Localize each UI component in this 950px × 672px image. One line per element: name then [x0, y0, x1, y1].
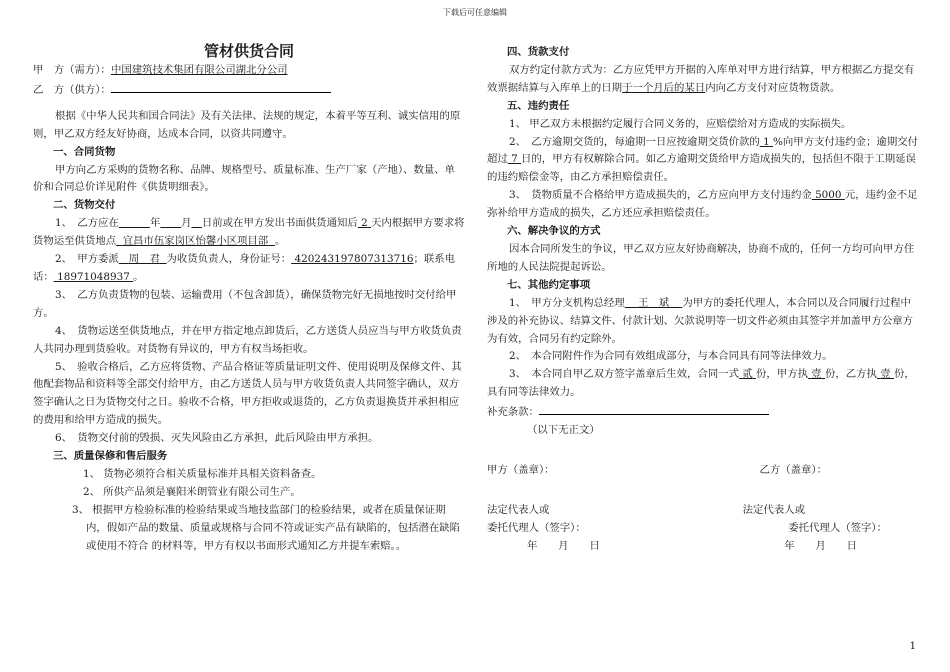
- section-3-item-2: 2、 所供产品须是襄阳米朗管业有限公司生产。: [83, 485, 301, 498]
- party-a-label: 甲 方（需方）：: [33, 64, 111, 76]
- section-7-item-3: 3、 本合同自甲乙双方签字盖章后生效，合同一式 贰 份，甲方执 壹 份，乙方执 壹 份，具有同等法律效力。: [487, 368, 915, 399]
- supplementary-clause: 补充条款：: [487, 402, 919, 422]
- party-b-date: 年 月 日: [784, 539, 857, 552]
- right-column: [487, 44, 919, 556]
- signature-rep-row-2: [487, 520, 887, 538]
- section-4-title: 四、货款支付: [507, 46, 570, 58]
- section-2-item-6: 6、 货物交付前的毁损、灭失风险由乙方承担，此后风险由甲方承担。: [55, 432, 379, 445]
- section-2-item-3: 3、 乙方负责货物的包装、运输费用（不包含卸货），确保货物完好无损地按时交付给甲方。: [33, 288, 457, 319]
- signature-party-row: [487, 462, 887, 480]
- section-3-item-3: 3、 根据甲方检验标准的检验结果或当地技监部门的检验结果，或者在质量保证期内，假如产品的数量、质量或规格与合同不符或证实产品有缺陷的，包括潜在缺陷或使用不符合 的材料等，甲方有权以书面形式通知乙方并提车索赔。。: [72, 503, 461, 552]
- left-column: [33, 40, 465, 555]
- section-7-title: 七、其他约定事项: [507, 278, 591, 291]
- contract-title: 管材供货合同: [203, 42, 294, 60]
- section-4-text: 双方约定付款方式为：乙方应凭甲方开据的入库单对甲方进行结算，甲方根据乙方提交有效票据结算与入库单上的日期于一个月后的某日内向乙方支付对应货物货款。: [487, 63, 915, 94]
- section-7-item-2: 2、 本合同附件作为合同有效组成部分，与本合同具有同等法律效力。: [509, 350, 833, 363]
- party-b-blank: [111, 80, 331, 93]
- section-5-title: 五、违约责任: [507, 99, 570, 112]
- page-header: 下载后可任意编辑: [443, 8, 507, 17]
- section-2-item-2: 2、 甲方委派 周 君 为收货负责人，身份证号： 420243197807313716；联系电话： 18971048937 。: [33, 253, 456, 283]
- section-5-item-2: 2、 乙方逾期交货的，每逾期一日应按逾期交货价款的 1 %向甲方支付违约金；逾期交付超过 7 日的，甲方有权解除合同。如乙方逾期交货给甲方造成损失的，包括但不限于工期延误的违约赔偿金等，由乙方承担赔偿责任。: [487, 135, 918, 184]
- signature-rep-row-1: [487, 502, 887, 520]
- section-6-text: 因本合同所发生的争议，甲乙双方应友好协商解决，协商不成的，任何一方均可向甲方住所地的人民法院提起诉讼。: [487, 242, 915, 273]
- section-3-item-1: 1、 货物必须符合相关质量标准并具相关资料备查。: [83, 467, 322, 480]
- no-more-text: （以下无正文）: [527, 424, 600, 437]
- section-1-title: 一、合同货物: [53, 145, 116, 158]
- section-1-text: 甲方向乙方采购的货物名称、品牌、规格型号、质量标准、生产厂家（产地）、数量、单价和合同总价详见附件《供货明细表》。: [33, 163, 456, 194]
- section-5-item-3: 3、 货物质量不合格给甲方造成损失的，乙方应向甲方支付违约金 5000 元，违约金不足弥补给甲方造成的损失，乙方还应承担赔偿责任。: [487, 189, 918, 220]
- party-b-seal-label: 乙方（盖章）：: [759, 463, 827, 476]
- intro-paragraph: 根据《中华人民共和国合同法》及有关法律、法规的规定，本着平等互利、诚实信用的原则，甲乙双方经友好协商，达成本合同，以资共同遵守。: [33, 109, 461, 140]
- signature-date-row: [487, 538, 887, 556]
- page-number: 1: [909, 641, 916, 652]
- party-a-line: [33, 62, 465, 80]
- party-a-date: 年 月 日: [527, 539, 600, 552]
- party-a-name: 中国建筑技术集团有限公司湖北分公司: [110, 64, 288, 76]
- party-a-agent: 委托代理人（签字）：: [487, 521, 586, 534]
- section-2-item-5: 5、 验收合格后，乙方应将货物、产品合格证等质量证明文件、使用说明及保修文件、其他配套物品和资料等全部交付给甲方，由乙方送货人员与甲方收货负责人共同签字确认，双方签字确认之日为货物交付之日。验收不合格，甲方拒收或退货的，乙方负责退换货并承担相应的费用和给甲方造成的损失。: [33, 360, 462, 427]
- party-a-legal-rep: 法定代表人或: [487, 503, 550, 516]
- section-6-title: 六、解决争议的方式: [507, 225, 601, 238]
- section-3-title: 三、质量保修和售后服务: [53, 450, 168, 463]
- section-7-item-1: 1、 甲方分支机构总经理 王 斌 为甲方的委托代理人，本合同以及合同履行过程中涉及的补充协议、结算文件、付款计划、欠款说明等一切文件必须由其签字并加盖甲方公章方为有效，合同另有约定除外。: [487, 296, 914, 345]
- section-5-item-1: 1、 甲乙双方未根据约定履行合同义务的，应赔偿给对方造成的实际损失。: [509, 117, 852, 130]
- party-a-seal-label: 甲方（盖章）：: [487, 463, 555, 476]
- section-2-item-4: 4、 货物运送至供货地点，并在甲方指定地点卸货后，乙方送货人员应当与甲方收货负责人共同办理到货验收。对货物有异议的，甲方有权当场拒收。: [33, 324, 462, 355]
- party-b-label: 乙 方（供方）：: [33, 83, 111, 96]
- section-2-item-1: 1、 乙方应在 年 月 日前或在甲方发出书面供货通知后 2 天内根据甲方要求将货物运至供货地点 宜昌市伍家岗区怡馨小区项目部 。: [33, 217, 465, 248]
- party-b-legal-rep: 法定代表人或: [742, 503, 805, 516]
- party-b-agent: 委托代理人（签字）：: [788, 521, 887, 534]
- party-b-line: [33, 80, 465, 100]
- section-2-title: 二、货物交付: [53, 199, 116, 212]
